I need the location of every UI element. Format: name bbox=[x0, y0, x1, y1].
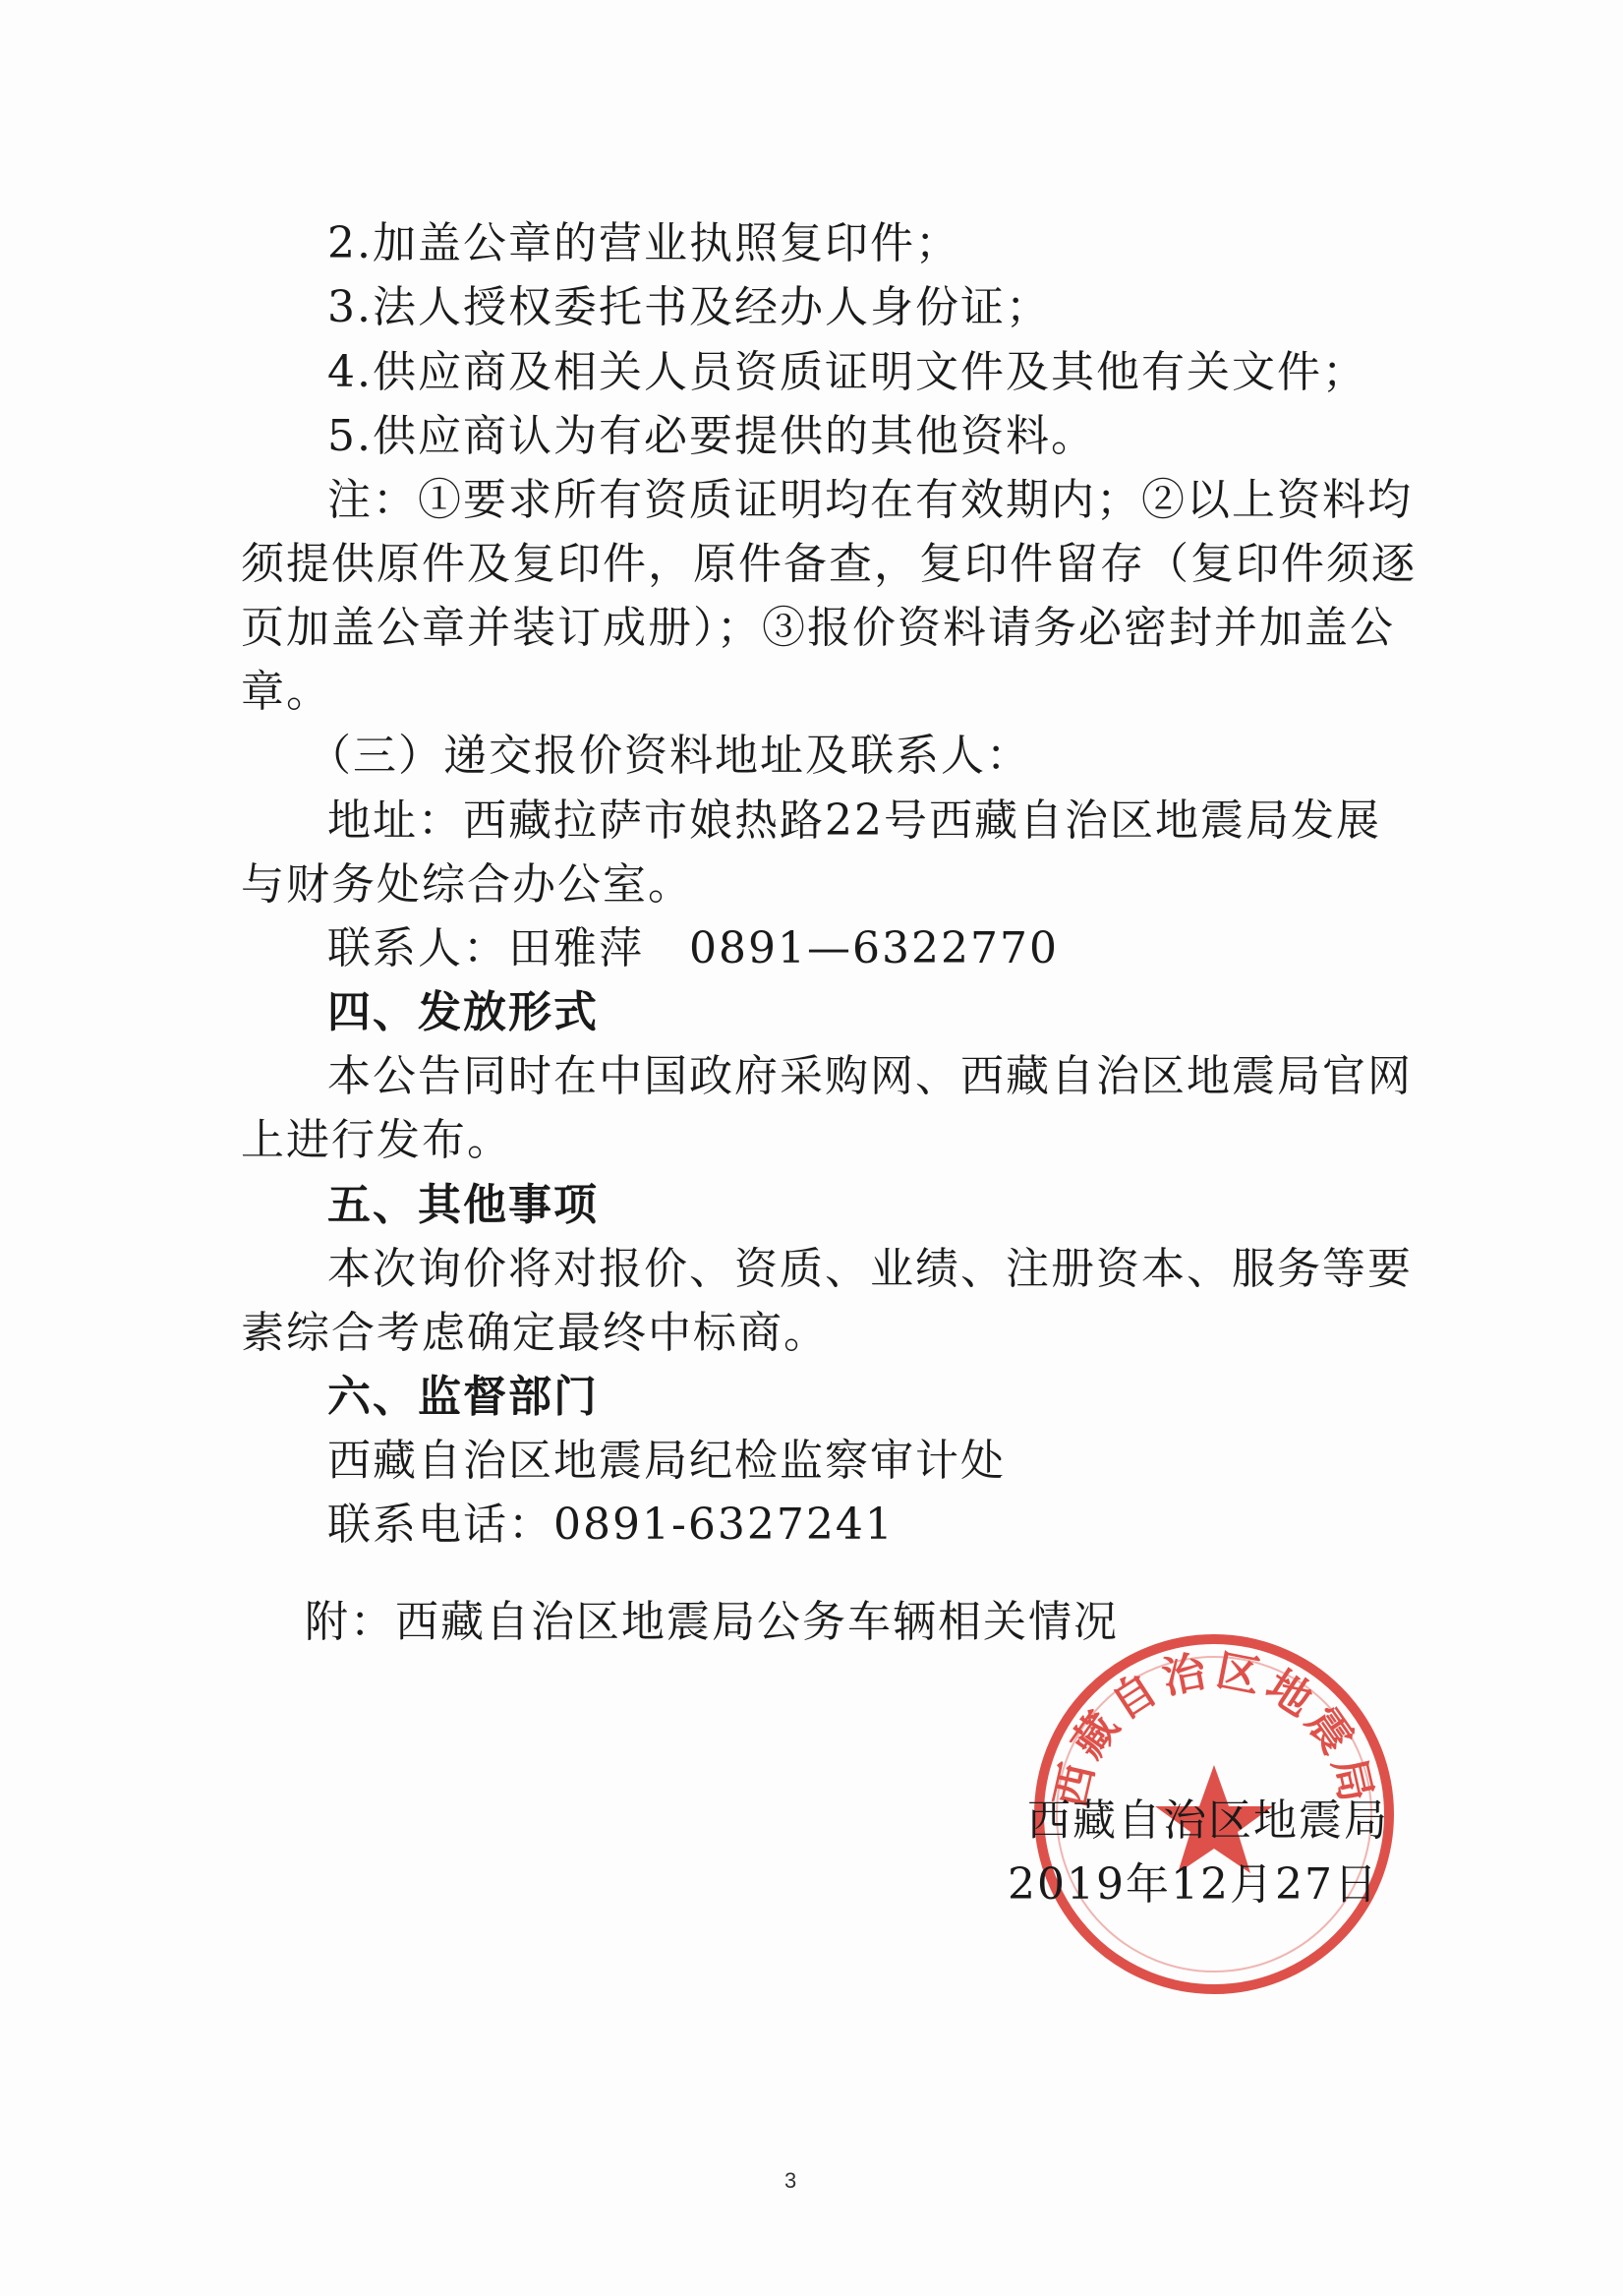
page-number: 3 bbox=[784, 2168, 797, 2193]
section-heading: 四、发放形式 bbox=[327, 987, 599, 1037]
paragraph-line: 上进行发布。 bbox=[241, 1115, 512, 1165]
attachment-note: 附：西藏自治区地震局公务车辆相关情况 bbox=[305, 1597, 1119, 1647]
signature-org: 西藏自治区地震局 bbox=[1027, 1796, 1389, 1846]
address-line: 地址：西藏拉萨市娘热路22号西藏自治区地震局发展 bbox=[327, 795, 1381, 846]
note-line: 注：①要求所有资质证明均在有效期内；②以上资料均 bbox=[327, 475, 1413, 525]
note-line: 章。 bbox=[241, 667, 331, 717]
section-subheading: （三）递交报价资料地址及联系人： bbox=[308, 731, 1031, 781]
list-item: 5.供应商认为有必要提供的其他资料。 bbox=[327, 411, 1096, 461]
note-line: 页加盖公章并装订成册）；③报价资料请务必密封并加盖公 bbox=[241, 603, 1395, 653]
note-line: 须提供原件及复印件，原件备查，复印件留存（复印件须逐 bbox=[241, 539, 1417, 589]
section-heading: 五、其他事项 bbox=[327, 1180, 599, 1230]
list-item: 3.法人授权委托书及经办人身份证； bbox=[327, 282, 1051, 332]
seal-text: 西藏自治区地震局 bbox=[1045, 1645, 1383, 1812]
address-line: 与财务处综合办公室。 bbox=[241, 859, 693, 910]
list-item: 4.供应商及相关人员资质证明文件及其他有关文件； bbox=[327, 347, 1367, 397]
phone-line: 联系电话：0891-6327241 bbox=[327, 1500, 895, 1550]
signature-date: 2019年12月27日 bbox=[1008, 1859, 1379, 1910]
paragraph-line: 本公告同时在中国政府采购网、西藏自治区地震局官网 bbox=[327, 1051, 1413, 1101]
contact-line: 联系人：田雅萍 0891—6322770 bbox=[327, 923, 1059, 973]
section-heading: 六、监督部门 bbox=[327, 1372, 599, 1422]
list-item: 2.加盖公章的营业执照复印件； bbox=[327, 218, 960, 268]
paragraph-line: 西藏自治区地震局纪检监察审计处 bbox=[327, 1436, 1006, 1486]
paragraph-line: 本次询价将对报价、资质、业绩、注册资本、服务等要 bbox=[327, 1244, 1413, 1294]
paragraph-line: 素综合考虑确定最终中标商。 bbox=[241, 1308, 829, 1358]
